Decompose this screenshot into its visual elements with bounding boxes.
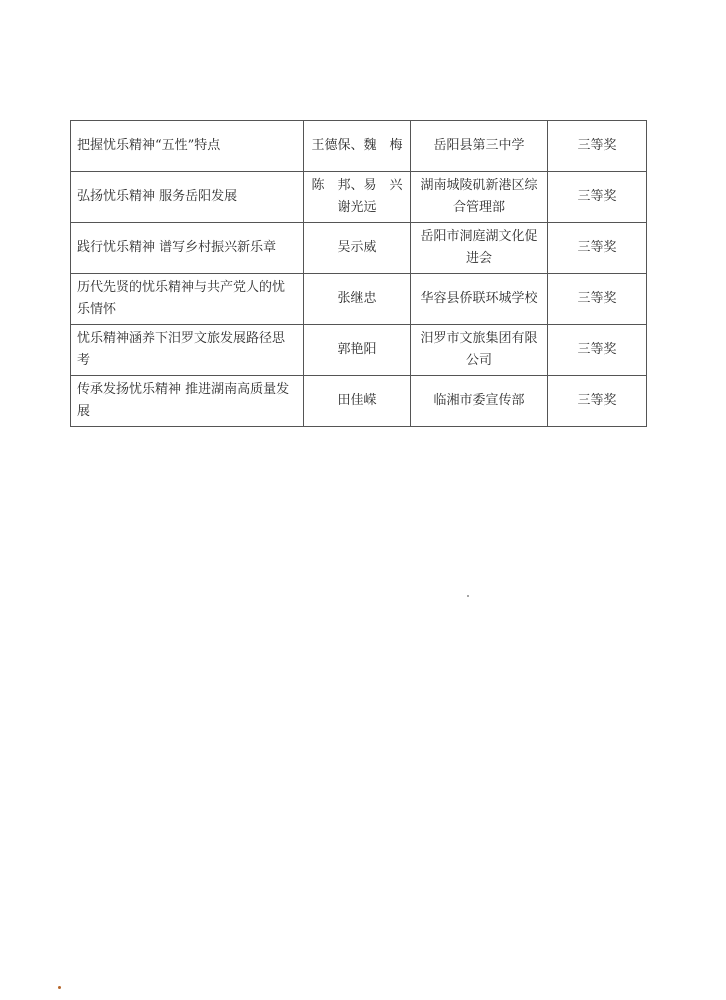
- entry-prize: 三等奖: [548, 376, 647, 427]
- table-row: [71, 172, 647, 223]
- entry-author: 王德保、魏 梅: [304, 121, 411, 172]
- entry-prize: 三等奖: [548, 172, 647, 223]
- awards-table: [70, 120, 647, 427]
- entry-organization: 湖南城陵矶新港区综合管理部: [411, 172, 548, 223]
- table-row: [71, 376, 647, 427]
- entry-title: 弘扬忧乐精神 服务岳阳发展: [71, 172, 304, 223]
- entry-title: 践行忧乐精神 谱写乡村振兴新乐章: [71, 223, 304, 274]
- entry-organization: 临湘市委宣传部: [411, 376, 548, 427]
- entry-title: 历代先贤的忧乐精神与共产党人的忧乐情怀: [71, 274, 304, 325]
- entry-prize: 三等奖: [548, 274, 647, 325]
- entry-organization: 华容县侨联环城学校: [411, 274, 548, 325]
- entry-author: 张继忠: [304, 274, 411, 325]
- entry-author: 郭艳阳: [304, 325, 411, 376]
- scan-speck: [467, 595, 469, 597]
- entry-prize: 三等奖: [548, 223, 647, 274]
- entry-author: 陈 邦、易 兴 谢光远: [304, 172, 411, 223]
- entry-prize: 三等奖: [548, 121, 647, 172]
- entry-title: 忧乐精神涵养下汨罗文旅发展路径思考: [71, 325, 304, 376]
- entry-organization: 岳阳县第三中学: [411, 121, 548, 172]
- entry-author: 吴示威: [304, 223, 411, 274]
- entry-prize: 三等奖: [548, 325, 647, 376]
- table-row: [71, 223, 647, 274]
- table-row: [71, 274, 647, 325]
- entry-title: 把握忧乐精神“五性”特点: [71, 121, 304, 172]
- entry-author: 田佳嵘: [304, 376, 411, 427]
- table-row: [71, 121, 647, 172]
- entry-organization: 岳阳市洞庭湖文化促进会: [411, 223, 548, 274]
- table-row: [71, 325, 647, 376]
- entry-title: 传承发扬忧乐精神 推进湖南高质量发展: [71, 376, 304, 427]
- entry-organization: 汨罗市文旅集团有限公司: [411, 325, 548, 376]
- scan-speck: [58, 986, 61, 989]
